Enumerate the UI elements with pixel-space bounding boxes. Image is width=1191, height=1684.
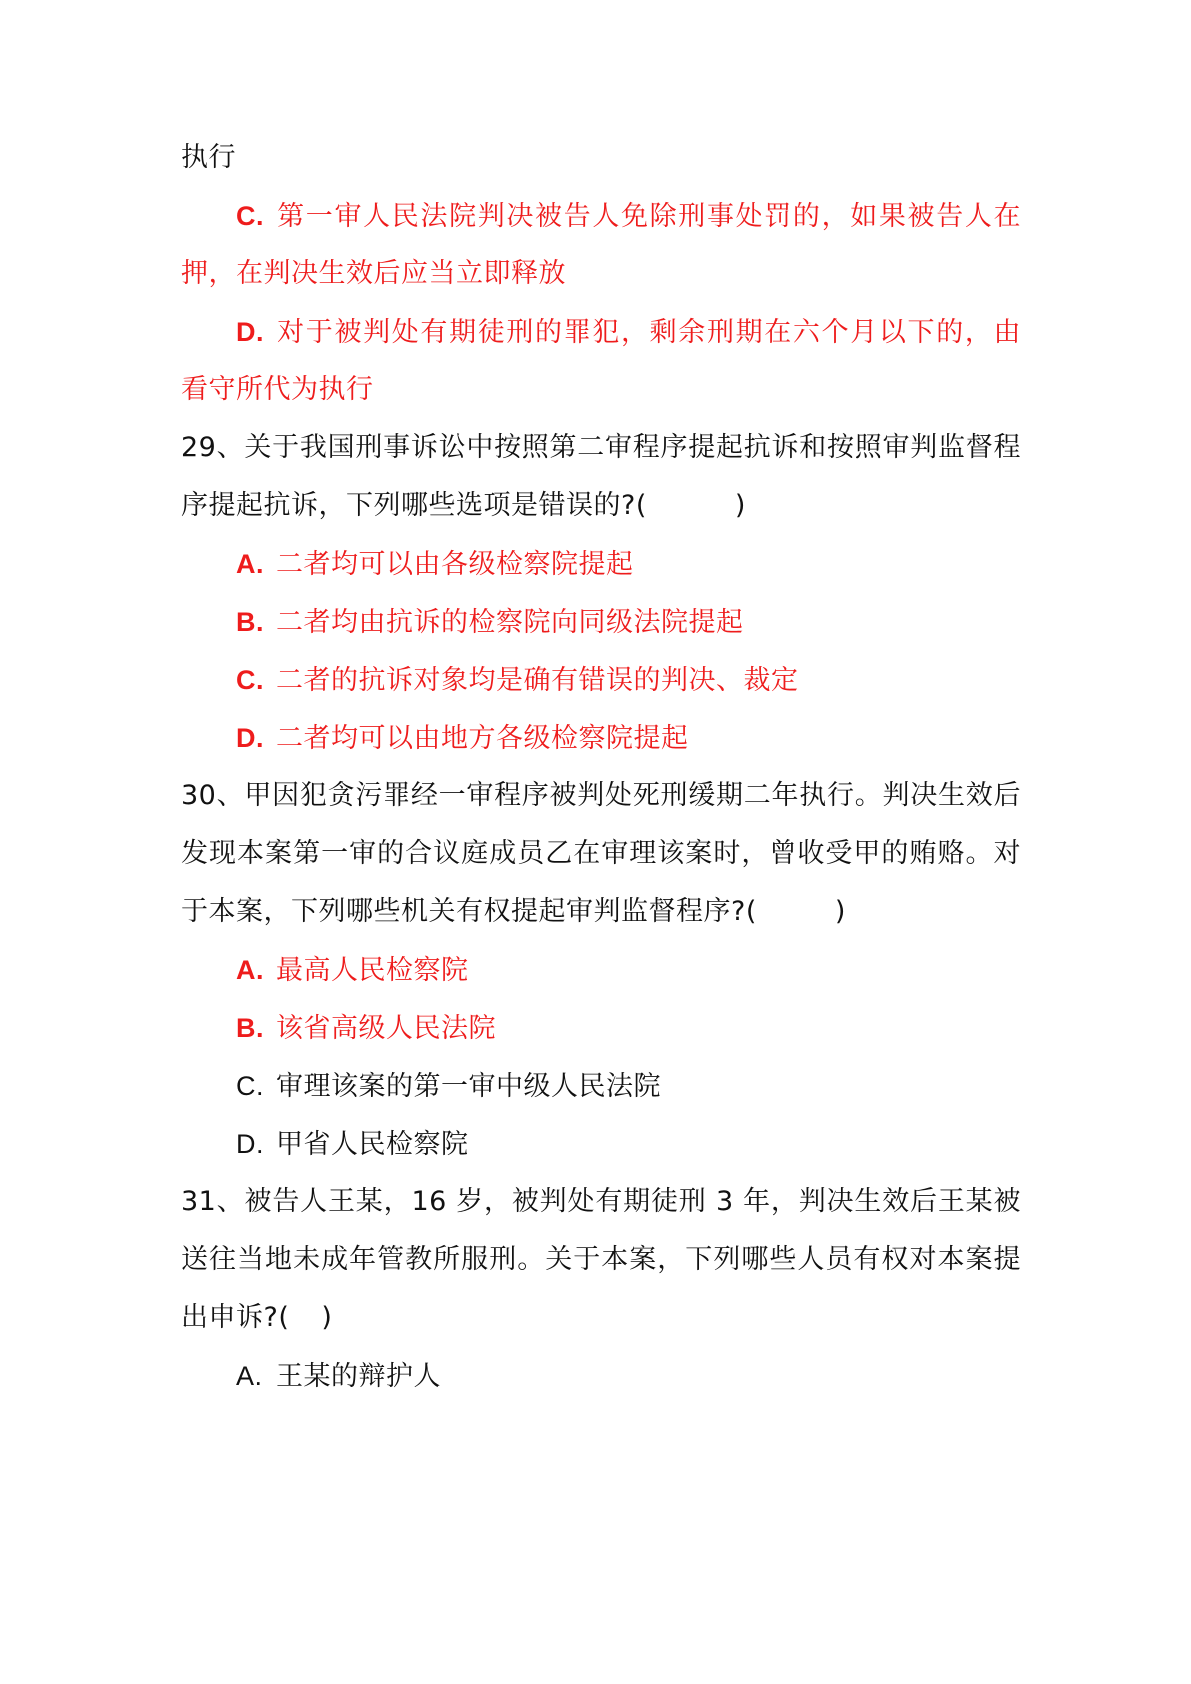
q29-option-d bbox=[236, 718, 1021, 758]
q30-stem-text-line2: 发现本案第一审的合议庭成员乙在审理该案时，曾收受甲的贿赂。对 bbox=[181, 838, 1021, 869]
q29-option-a bbox=[236, 544, 1021, 584]
prev-option-d-line1 bbox=[236, 312, 1021, 352]
q30-option-b-text: 该省高级人民法院 bbox=[276, 1013, 496, 1044]
q29-option-d-text: 二者均可以由地方各级检察院提起 bbox=[276, 723, 689, 754]
q29-option-b-text: 二者均由抗诉的检察院向同级法院提起 bbox=[276, 607, 744, 638]
q30-stem-line3 bbox=[181, 892, 1021, 932]
q29-option-c-text: 二者的抗诉对象均是确有错误的判决、裁定 bbox=[276, 665, 799, 696]
prev-option-d-letter: D. bbox=[236, 317, 264, 347]
q29-option-b-letter: B. bbox=[236, 607, 264, 637]
q31-stem-text-line3: 出申诉?( bbox=[181, 1302, 290, 1333]
q30-option-c bbox=[236, 1066, 1021, 1106]
q29-option-a-letter: A. bbox=[236, 549, 264, 579]
q30-option-d bbox=[236, 1124, 1021, 1164]
q29-option-b bbox=[236, 602, 1021, 642]
q30-stem-text-line3: 于本案，下列哪些机关有权提起审判监督程序?( bbox=[181, 896, 757, 927]
prev-option-c-line1 bbox=[236, 196, 1021, 236]
q29-stem-line1 bbox=[181, 428, 1021, 468]
q29-option-c-letter: C. bbox=[236, 665, 264, 695]
q29-stem-text-line1: 29、关于我国刑事诉讼中按照第二审程序提起抗诉和按照审判监督程 bbox=[181, 432, 1021, 463]
prev-option-c-text-line2: 押，在判决生效后应当立即释放 bbox=[181, 258, 566, 289]
prev-option-c-letter: C. bbox=[236, 201, 264, 231]
q30-option-c-text: 审理该案的第一审中级人民法院 bbox=[276, 1071, 661, 1102]
q29-stem-close-paren: ) bbox=[734, 490, 746, 521]
q30-option-b bbox=[236, 1008, 1021, 1048]
prev-option-c-text-line1: 第一审人民法院判决被告人免除刑事处罚的，如果被告人在 bbox=[276, 201, 1021, 232]
q31-stem-text-line1: 31、被告人王某，16 岁，被判处有期徒刑 3 年，判决生效后王某被 bbox=[181, 1186, 1021, 1217]
q31-stem-line1 bbox=[181, 1182, 1021, 1222]
q31-option-a-text: 王某的辩护人 bbox=[276, 1361, 441, 1392]
q31-stem-text-line2: 送往当地未成年管教所服刑。关于本案，下列哪些人员有权对本案提 bbox=[181, 1244, 1021, 1275]
q31-stem-line2 bbox=[181, 1240, 1021, 1280]
prev-question-tail bbox=[181, 138, 1021, 178]
q31-option-a bbox=[236, 1356, 1021, 1396]
q29-stem-text-line2: 序提起抗诉，下列哪些选项是错误的?( bbox=[181, 490, 647, 521]
prev-option-d-text-line2: 看守所代为执行 bbox=[181, 374, 374, 405]
q30-option-a-letter: A. bbox=[236, 955, 264, 985]
q30-stem-line1 bbox=[181, 776, 1021, 816]
q30-option-a-text: 最高人民检察院 bbox=[276, 955, 469, 986]
q30-option-d-letter: D. bbox=[236, 1129, 264, 1159]
prev-question-tail-text: 执行 bbox=[181, 142, 236, 173]
q30-option-c-letter: C. bbox=[236, 1071, 264, 1101]
q31-stem-line3 bbox=[181, 1298, 1021, 1338]
q30-stem-text-line1: 30、甲因犯贪污罪经一审程序被判处死刑缓期二年执行。判决生效后 bbox=[181, 780, 1021, 811]
q29-option-c bbox=[236, 660, 1021, 700]
prev-option-c-line2 bbox=[181, 254, 1021, 294]
q31-option-a-letter: A. bbox=[236, 1361, 263, 1391]
q29-option-a-text: 二者均可以由各级检察院提起 bbox=[276, 549, 634, 580]
q30-option-b-letter: B. bbox=[236, 1013, 264, 1043]
q30-option-a bbox=[236, 950, 1021, 990]
prev-option-d-text-line1: 对于被判处有期徒刑的罪犯，剩余刑期在六个月以下的，由 bbox=[276, 317, 1021, 348]
q29-option-d-letter: D. bbox=[236, 723, 264, 753]
q31-stem-close-paren: ) bbox=[321, 1302, 333, 1333]
q30-stem-line2 bbox=[181, 834, 1021, 874]
q29-stem-line2 bbox=[181, 486, 1021, 526]
q30-option-d-text: 甲省人民检察院 bbox=[276, 1129, 469, 1160]
prev-option-d-line2 bbox=[181, 370, 1021, 410]
q30-stem-close-paren: ) bbox=[834, 896, 846, 927]
